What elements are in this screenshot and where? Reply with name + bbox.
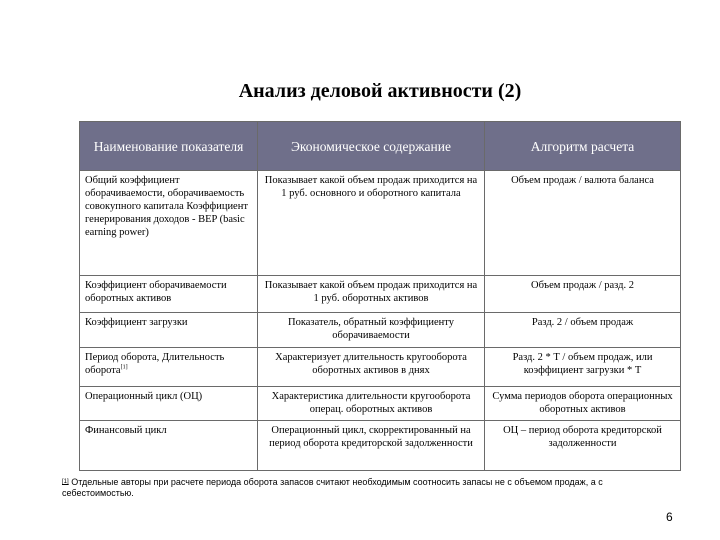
indicator-name: Операционный цикл (ОЦ): [80, 387, 258, 421]
header-indicator-name: Наименование показателя: [80, 122, 258, 171]
calculation-algorithm: Разд. 2 / объем продаж: [485, 313, 681, 348]
footnote-ref[interactable]: [1]: [120, 364, 128, 371]
indicator-name-text: Период оборота, Длительность оборота: [85, 352, 225, 376]
indicator-name: Коэффициент загрузки: [80, 313, 258, 348]
calculation-algorithm: Объем продаж / разд. 2: [485, 276, 681, 313]
calculation-algorithm: ОЦ – период оборота кредиторской задолженности: [485, 421, 681, 471]
footnote-mark[interactable]: [1]: [62, 479, 69, 485]
calculation-algorithm: Сумма периодов оборота операционных оборотных активов: [485, 387, 681, 421]
calculation-algorithm: Разд. 2 * Т / объем продаж, или коэффициент загрузки * Т: [485, 348, 681, 387]
economic-content: Операционный цикл, скорректированный на период оборота кредиторской задолженности: [258, 421, 485, 471]
footnote: [62, 477, 672, 499]
economic-content: Характеристика длительности кругооборота операц. оборотных активов: [258, 387, 485, 421]
slide-title: Анализ деловой активности (2): [238, 80, 522, 102]
table-header-row: [80, 122, 681, 171]
indicator-name: Коэффициент оборачиваемости оборотных активов: [80, 276, 258, 313]
table-row: [80, 313, 681, 348]
header-economic-content: Экономическое содержание: [258, 122, 485, 171]
header-calculation-algorithm: Алгоритм расчета: [485, 122, 681, 171]
table-row: [80, 276, 681, 313]
economic-content: Показывает какой объем продаж приходится на 1 руб. основного и оборотного капитала: [258, 171, 485, 276]
activity-table: [79, 121, 681, 471]
calculation-algorithm: Объем продаж / валюта баланса: [485, 171, 681, 276]
indicator-name: Общий коэффициент оборачиваемости, оборачиваемость совокупного капитала Коэффициент генерирования доходов - BEP (basic earning power): [80, 171, 258, 276]
table-row: [80, 387, 681, 421]
page-number: 6: [666, 510, 673, 524]
table-row: [80, 171, 681, 276]
table-row: [80, 421, 681, 471]
economic-content: Показатель, обратный коэффициенту оборачиваемости: [258, 313, 485, 348]
economic-content: Характеризует длительность кругооборота оборотных активов в днях: [258, 348, 485, 387]
economic-content: Показывает какой объем продаж приходится на 1 руб. оборотных активов: [258, 276, 485, 313]
footnote-text: Отдельные авторы при расчете периода оборота запасов считают необходимым соотносить запасы не с объемом продаж, а с себестоимостью.: [62, 477, 603, 498]
table-row: [80, 348, 681, 387]
indicator-name: Финансовый цикл: [80, 421, 258, 471]
indicator-name: [80, 348, 258, 387]
